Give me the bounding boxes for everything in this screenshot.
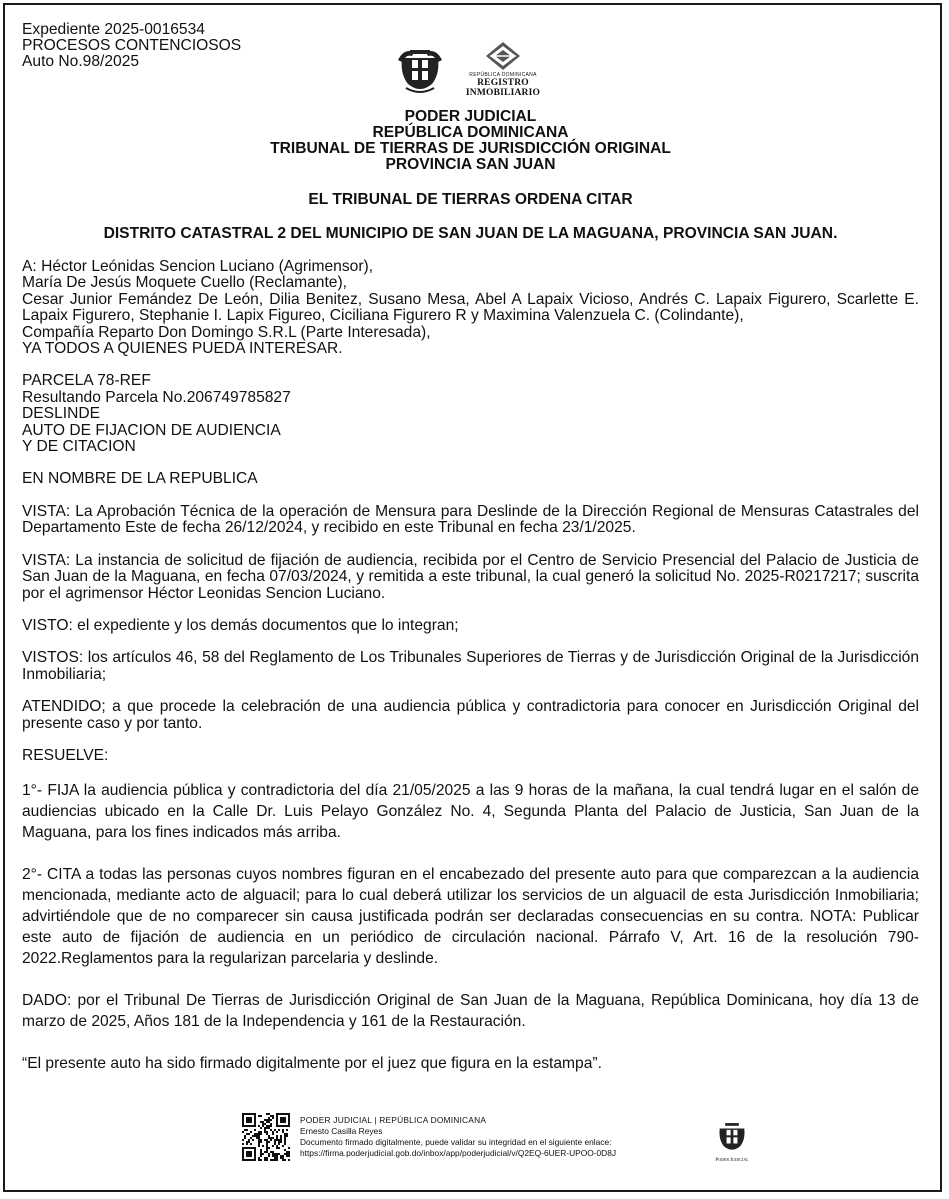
signature-text (300, 1115, 616, 1159)
resuelve-heading: RESUELVE: (22, 746, 109, 764)
parcela-line: PARCELA 78-REF (22, 372, 151, 390)
signature-validation-note: Documento firmado digitalmente, puede validar su integridad en el siguiente enlace: (300, 1137, 612, 1147)
vista-paragraph-1: VISTA: La Aprobación Técnica de la operación de Mensura para Deslinde de la Dirección Regional de Mensuras Catastrales del Departamento Este de fecha 26/12/2024, y recibido en este Tribunal en fecha 23/1/2025. (22, 502, 919, 537)
court-header (22, 109, 919, 173)
dado-paragraph: DADO: por el Tribunal De Tierras de Jurisdicción Original de San Juan de la Maguana, República Dominicana, hoy día 13 de marzo de 2025, Años 181 de la Independencia y 161 de la Restauración. (22, 992, 919, 1031)
header-logos (398, 42, 563, 102)
parcela-line: Resultando Parcela No.206749785827 (22, 388, 291, 406)
vistos-paragraph: VISTOS: los artículos 46, 58 del Reglamento de Los Tribunales Superiores de Tierras y de Jurisdicción Original de la Jurisdicción Inmobiliaria; (22, 649, 919, 683)
registro-inmobiliario-logo (453, 42, 553, 98)
qr-code-icon[interactable] (242, 1113, 290, 1161)
header-line-3: TRIBUNAL DE TIERRAS DE JURISDICCIÓN ORIGINAL (270, 140, 671, 157)
visto-paragraph: VISTO: el expediente y los demás documentos que lo integran; (22, 616, 459, 634)
header-line-4: PROVINCIA SAN JUAN (385, 156, 556, 173)
header-line-1: PODER JUDICIAL (404, 108, 537, 125)
expediente-block (22, 22, 241, 70)
order-title: EL TRIBUNAL DE TIERRAS ORDENA CITAR (308, 191, 633, 208)
registro-country: REPÚBLICA DOMINICANA (469, 72, 537, 78)
registro-line2: INMOBILIARIO (465, 88, 541, 98)
registro-line1: REGISTRO (477, 78, 529, 88)
parcela-line: AUTO DE FIJACION DE AUDIENCIA (22, 421, 281, 439)
coat-of-arms-small-icon (715, 1119, 749, 1153)
recipient-line: A: Héctor Leónidas Sencion Luciano (Agrimensor), (22, 258, 374, 275)
parcela-line: Y DE CITACION (22, 438, 136, 456)
signature-validation-link[interactable]: https://firma.poderjudicial.gob.do/inbox/app/poderjudicial/v/Q2EQ-6UER-UPOO-0D8J (300, 1148, 617, 1158)
document-body (22, 259, 919, 1074)
resolution-point-1: 1°- FIJA la audiencia pública y contradictoria del día 21/05/2025 a las 9 horas de la mañana, la cual tendrá lugar en el salón de audiencias ubicado en la Calle Dr. Luis Pelayo González No. 4, Segunda Planta del Palacio de Justicia, San Juan de la Maguana, para los fines indicados más arriba. (22, 782, 919, 842)
atendido-paragraph: ATENDIDO; a que procede la celebración de una audiencia pública y contradictoria para conocer en Jurisdicción Original del presente caso y por tanto. (22, 698, 919, 732)
header-line-2: REPÚBLICA DOMINICANA (372, 124, 569, 141)
expediente-type: PROCESOS CONTENCIOSOS (22, 37, 242, 54)
auto-number: Auto No.98/2025 (22, 53, 140, 70)
footer-seal (712, 1119, 752, 1165)
recipient-line: YA TODOS A QUIENES PUEDA INTERESAR. (22, 340, 343, 358)
distrito-title: DISTRITO CATASTRAL 2 DEL MUNICIPIO DE SAN JUAN DE LA MAGUANA, PROVINCIA SAN JUAN. (103, 225, 838, 242)
signature-institution: PODER JUDICIAL | REPÚBLICA DOMINICANA (300, 1115, 487, 1125)
recipient-line: Compañía Reparto Don Domingo S.R.L (Parte Interesada), (22, 323, 431, 341)
parcela-line: DESLINDE (22, 405, 100, 423)
recipient-line: María De Jesús Moquete Cuello (Reclamante), (22, 274, 348, 292)
nombre-republica: EN NOMBRE DE LA REPUBLICA (22, 470, 258, 488)
digital-signature-stamp (242, 1113, 762, 1173)
recipient-line: Cesar Junior Femández De León, Dilia Benitez, Susano Mesa, Abel A Lapaix Vicioso, Andrés C. Lapaix Figurero, Scarlette E. Lapaix Figurero, Stephanie I. Lapix Figureo, Ciciliana Figurero R y Maximina Valenzuela C. (Colindante), (22, 290, 919, 325)
parcela-block (22, 373, 919, 455)
signature-note: “El presente auto ha sido firmado digitalmente por el juez que figura en la estampa”. (22, 1055, 602, 1073)
vista-paragraph-2: VISTA: La instancia de solicitud de fijación de audiencia, recibida por el Centro de Servicio Presencial del Palacio de Justicia de San Juan de la Maguana, en fecha 07/03/2024, y remitida a este tribunal, la cual generó la solicitud No. 2025-R0217217; suscrita por el agrimensor Héctor Leonidas Sencion Luciano. (22, 551, 919, 602)
expediente-number: Expediente 2025-0016534 (22, 21, 205, 38)
seal-label: Poder Judicial (715, 1158, 749, 1163)
resolution-point-2: 2°- CITA a todas las personas cuyos nombres figuran en el encabezado del presente auto para que comparezcan a la audiencia mencionada, mediante acto de alguacil; para lo cual deberá utilizar los servicios de un alguacil de esta Jurisdicción Inmobiliaria; advirtiéndole que de no comparecer sin causa justificada podrán ser declaradas consecuencias en su contra. NOTA: Publicar este auto de fijación de audiencia en un periódico de circulación nacional. Párrafo V, Art. 16 de la resolución 790-2022.Reglamentos para la regularizan parcelaria y deslinde. (22, 866, 919, 968)
signer-name: Ernesto Casilla Reyes (300, 1126, 383, 1136)
coat-of-arms-icon (398, 44, 442, 94)
recipients-block (22, 259, 919, 357)
registro-diamond-icon (486, 42, 520, 70)
